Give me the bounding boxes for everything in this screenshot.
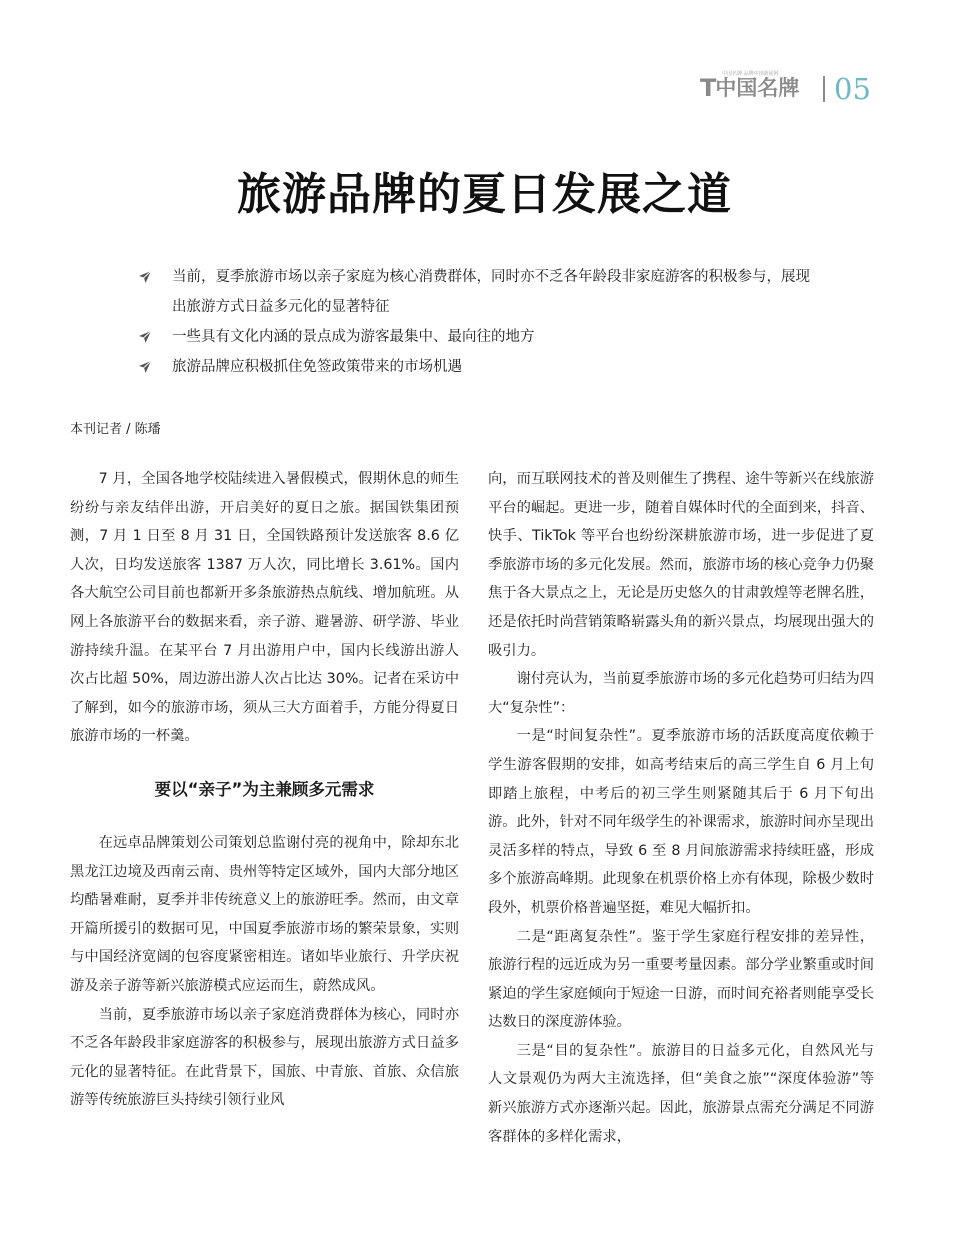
highlight-text: 当前，夏季旅游市场以亲子家庭为核心消费群体，同时亦不乏各年龄段非家庭游客的积极参与，展现出旅游方式日益多元化的显著特征 [172,269,810,315]
body-paragraph: 当前，夏季旅游市场以亲子家庭消费群体为核心，同时亦不乏各年龄段非家庭游客的积极参与，展现出旅游方式日益多元化的显著特征。在此背景下，国旅、中青旅、首旅、众信旅游等传统旅游巨头持续引领行业风 [70,1006,459,1109]
highlights-list [138,262,818,382]
section-subhead: 要以“亲子”为主兼顾多元需求 [154,779,375,799]
page-number: 05 [834,72,871,106]
masthead [700,72,900,106]
body-paragraph: 7 月，全国各地学校陆续进入暑假模式，假期休息的师生纷纷与亲友结伴出游，开启美好的夏日之旅。据国铁集团预测，7 月 1 日至 8 月 31 日，全国铁路预计发送旅客 8.6 亿人次，日均发送旅客 1387 万人次，同比增长 3.61%。国内各大航空公司目前也都新开多条旅游热点航线、增加航班。从网上各旅游平台的数据来看，亲子游、避暑游、研学游、毕业游持续升温。在某平台 7 月出游用户中，国内长线游出游人次占比超 50%，周边游出游人次占比达 30%。记者在采访中了解到，如今的旅游市场，须从三大方面着手，方能分得夏日旅游市场的一杯羹。 [70,471,459,745]
masthead-divider [823,76,825,102]
right-column [488,465,874,1151]
left-column [70,465,459,1115]
body-paragraph: 一是“时间复杂性”。夏季旅游市场的活跃度高度依赖于学生游客假期的安排，如高考结束后的高三学生自 6 月上旬即踏上旅程，中考后的初三学生则紧随其后于 6 月下旬出游。此外，针对不同年级学生的补课需求，旅游时间亦呈现出灵活多样的特点，导致 6 至 8 月间旅游需求持续旺盛，形成多个旅游高峰期。此现象在机票价格上亦有体现，除极少数时段外，机票价格普遍坚挺，难见大幅折扣。 [488,728,875,916]
logo-tagline: 中国名牌·品牌中国新闻网 [722,71,779,77]
highlight-text: 一些具有文化内涵的景点成为游客最集中、最向往的地方 [172,329,535,345]
body-paragraph: 谢付亮认为，当前夏季旅游市场的多元化趋势可归结为四大“复杂性”： [488,671,875,716]
highlight-item [138,262,818,322]
arrow-icon [138,330,152,344]
body-paragraph: 向，而互联网技术的普及则催生了携程、途牛等新兴在线旅游平台的崛起。更进一步，随着自媒体时代的全面到来，抖音、快手、TikTok 等平台也纷纷深耕旅游市场，进一步促进了夏季旅游市场的多元化发展。然而，旅游市场的核心竞争力仍聚焦于各大景点之上，无论是历史悠久的甘肃敦煌等老牌名胜，还是依托时尚营销策略崭露头角的新兴景点，均展现出强大的吸引力。 [488,471,875,659]
arrow-icon [138,270,152,284]
magazine-logo [700,71,800,102]
body-paragraph: 在远卓品牌策划公司策划总监谢付亮的视角中，除却东北黑龙江边境及西南云南、贵州等特定区域外，国内大部分地区均酷暑难耐，夏季并非传统意义上的旅游旺季。然而，由文章开篇所援引的数据可见，中国夏季旅游市场的繁荣景象，实则与中国经济宽阔的包容度紧密相连。诸如毕业旅行、升学庆祝游及亲子游等新兴旅游模式应运而生，蔚然成风。 [70,834,459,994]
logo-text: 中国名牌 [715,76,800,100]
body-paragraph: 二是“距离复杂性”。鉴于学生家庭行程安排的差异性，旅游行程的远近成为另一重要考量因素。部分学业繁重或时间紧迫的学生家庭倾向于短途一日游，而时间充裕者则能享受长达数日的深度游体验。 [488,928,875,1031]
logo-mark: T [700,74,715,102]
highlight-item [138,322,818,352]
highlight-text: 旅游品牌应积极抓住免签政策带来的市场机遇 [172,359,462,375]
highlight-item [138,352,818,382]
body-paragraph: 三是“目的复杂性”。旅游目的日益多元化，自然风光与人文景观仍为两大主流选择，但“美食之旅”“深度体验游”等新兴旅游方式亦逐渐兴起。因此，旅游景点需充分满足不同游客群体的多样化需求， [488,1042,875,1145]
article-title: 旅游品牌的夏日发展之道 [237,169,732,220]
byline: 本刊记者 / 陈璠 [70,422,161,437]
arrow-icon [138,360,152,374]
